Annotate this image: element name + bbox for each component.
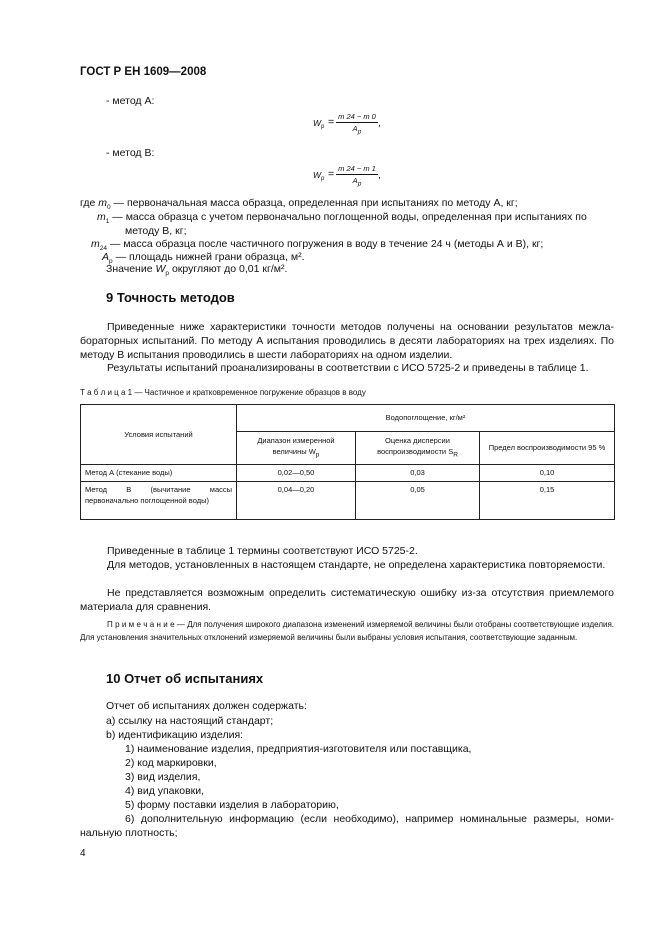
- section-9-paragraph-4: Для методов, установленных в настоящем стандарте, не определена характеристика повторяемости.: [107, 559, 606, 571]
- section-9-title: 9 Точность методов: [106, 290, 235, 305]
- rounding-post: округляют до 0,01 кг/м².: [171, 263, 288, 275]
- method-a-label: - метод А:: [106, 95, 155, 107]
- row-dispersion: 0,05: [356, 481, 480, 519]
- row-range: 0,04—0,20: [237, 481, 356, 519]
- den-sub: p: [357, 180, 362, 188]
- symbol-sub: 0: [107, 204, 111, 212]
- note-text: Для получения широкого диапазона изменений измеряемой величины были отобраны соответствующие изделия. Для установления значительных отклонений измеряемой величины были выбраны условия испытания, соответствующие заданным.: [80, 620, 615, 642]
- document-header: ГОСТ Р ЕН 1609—2008: [80, 66, 207, 78]
- table-row: [81, 481, 615, 519]
- formula-a-lhs-sub: p: [321, 124, 325, 130]
- note-label: П р и м е ч а н и е —: [107, 620, 185, 629]
- page-number: 4: [80, 848, 86, 859]
- header-dispersion-text: Оценка дисперсии воспроизводимости S: [377, 435, 454, 457]
- formula-b-numerator: m 24 − m 1: [336, 164, 378, 175]
- section-9-note: [80, 619, 614, 644]
- formula-a-denominator: [336, 123, 378, 136]
- symbol: m: [91, 238, 100, 250]
- section-9-paragraph-1: Приведенные ниже характеристики точности методов получены на основании результатов межлабораторных испытаний. По методу А испытания проводились в десяти лабораториях на трех изделиях. По методу В испытания проводились в шести лабораториях на одном изделии.: [80, 321, 614, 362]
- rounding-pre: Значение: [106, 263, 153, 275]
- table-caption: Т а б л и ц а 1 — Частичное и кратковременное погружение образцов в воду: [80, 388, 366, 397]
- list-item-6: 6) дополнительную информацию (если необходимо), например номинальные размеры, номинальную плотность;: [80, 813, 614, 840]
- definition-text: — площадь нижней грани образца, м².: [115, 251, 305, 263]
- definition-text: — первоначальная масса образца, определенная при испытаниях по методу А, кг;: [113, 197, 518, 209]
- formula-a-numerator: m 24 − m 0: [336, 112, 378, 123]
- header-conditions: Условия испытаний: [81, 405, 237, 465]
- den-symbol: A: [352, 124, 358, 133]
- row-limit: 0,15: [480, 481, 615, 519]
- section-9-paragraph-2: Результаты испытаний проанализированы в соответствии с ИСО 5725-2 и приведены в таблице 1.: [107, 362, 589, 374]
- row-condition: Метод А (стекание воды): [81, 465, 237, 482]
- header-range: [237, 432, 356, 465]
- header-range-text: Диапазон измеренной величины W: [257, 435, 335, 457]
- formula-a-fraction: [336, 112, 378, 136]
- section-10-title: 10 Отчет об испытаниях: [106, 671, 264, 686]
- formula-a-comma: ,: [378, 117, 381, 129]
- formula-b-denominator: [336, 175, 378, 188]
- row-limit: 0,10: [480, 465, 615, 482]
- symbol-sub: 1: [105, 218, 110, 226]
- list-item: 2) код маркировки,: [125, 757, 217, 769]
- formula-a-eq: =: [328, 116, 335, 128]
- row-dispersion: 0,03: [356, 465, 480, 482]
- header-range-sub: p: [315, 451, 320, 459]
- symbol-sub: p: [165, 270, 170, 278]
- formula-b-eq: =: [328, 168, 335, 180]
- method-b-label: - метод В:: [106, 147, 155, 159]
- list-item: 5) форму поставки изделия в лабораторию,: [125, 799, 339, 811]
- table-row: [81, 465, 615, 482]
- formula-b-lhs-sub: p: [321, 176, 325, 182]
- definition-text: — масса образца с учетом первоначально поглощенной воды, определенная при испытаниях по: [112, 211, 587, 223]
- header-dispersion: [356, 432, 480, 465]
- header-group: Водопоглощение, кг/м²: [237, 405, 615, 432]
- symbol-sub: 24: [99, 245, 107, 253]
- row-range: 0,02—0,50: [237, 465, 356, 482]
- formula-a-lhs: W: [313, 118, 322, 128]
- report-item-a: а) ссылку на настоящий стандарт;: [106, 715, 274, 727]
- rounding-note: [106, 263, 287, 281]
- definition-text: — масса образца после частичного погружения в воду в течение 24 ч (методы А и В), кг;: [109, 238, 544, 250]
- formula-b-comma: ,: [378, 169, 381, 181]
- symbol: W: [155, 263, 166, 275]
- list-item: 4) вид упаковки,: [125, 785, 205, 797]
- symbol-sub: p: [109, 258, 113, 266]
- row-condition: Метод В (вычитание массы первоначально поглощенной воды): [81, 481, 237, 519]
- symbol: A: [102, 251, 110, 263]
- table-1: [80, 404, 615, 520]
- section-9-paragraph-3: Приведенные в таблице 1 термины соответствуют ИСО 5725-2.: [107, 545, 418, 557]
- den-sub: p: [357, 128, 362, 136]
- definition-prefix: где: [80, 197, 96, 209]
- report-intro: Отчет об испытаниях должен содержать:: [106, 700, 307, 712]
- section-9-paragraph-5: Не представляется возможным определить систематическую ошибку из-за отсутствия приемлемого материала для сравнения.: [80, 587, 614, 614]
- den-symbol: A: [352, 176, 358, 185]
- formula-b-lhs: W: [313, 170, 322, 180]
- definition-m1-cont: методу В, кг;: [125, 225, 187, 237]
- symbol: m: [98, 197, 107, 209]
- header-dispersion-sub: R: [453, 451, 458, 459]
- formula-b-fraction: [336, 164, 378, 188]
- list-item: 3) вид изделия,: [125, 771, 201, 783]
- symbol: m: [97, 211, 106, 223]
- list-item: 1) наименование изделия, предприятия-изготовителя или поставщика,: [125, 743, 472, 755]
- header-limit: Предел воспроизводимости 95 %: [480, 432, 615, 465]
- report-item-b: b) идентификацию изделия:: [106, 729, 244, 741]
